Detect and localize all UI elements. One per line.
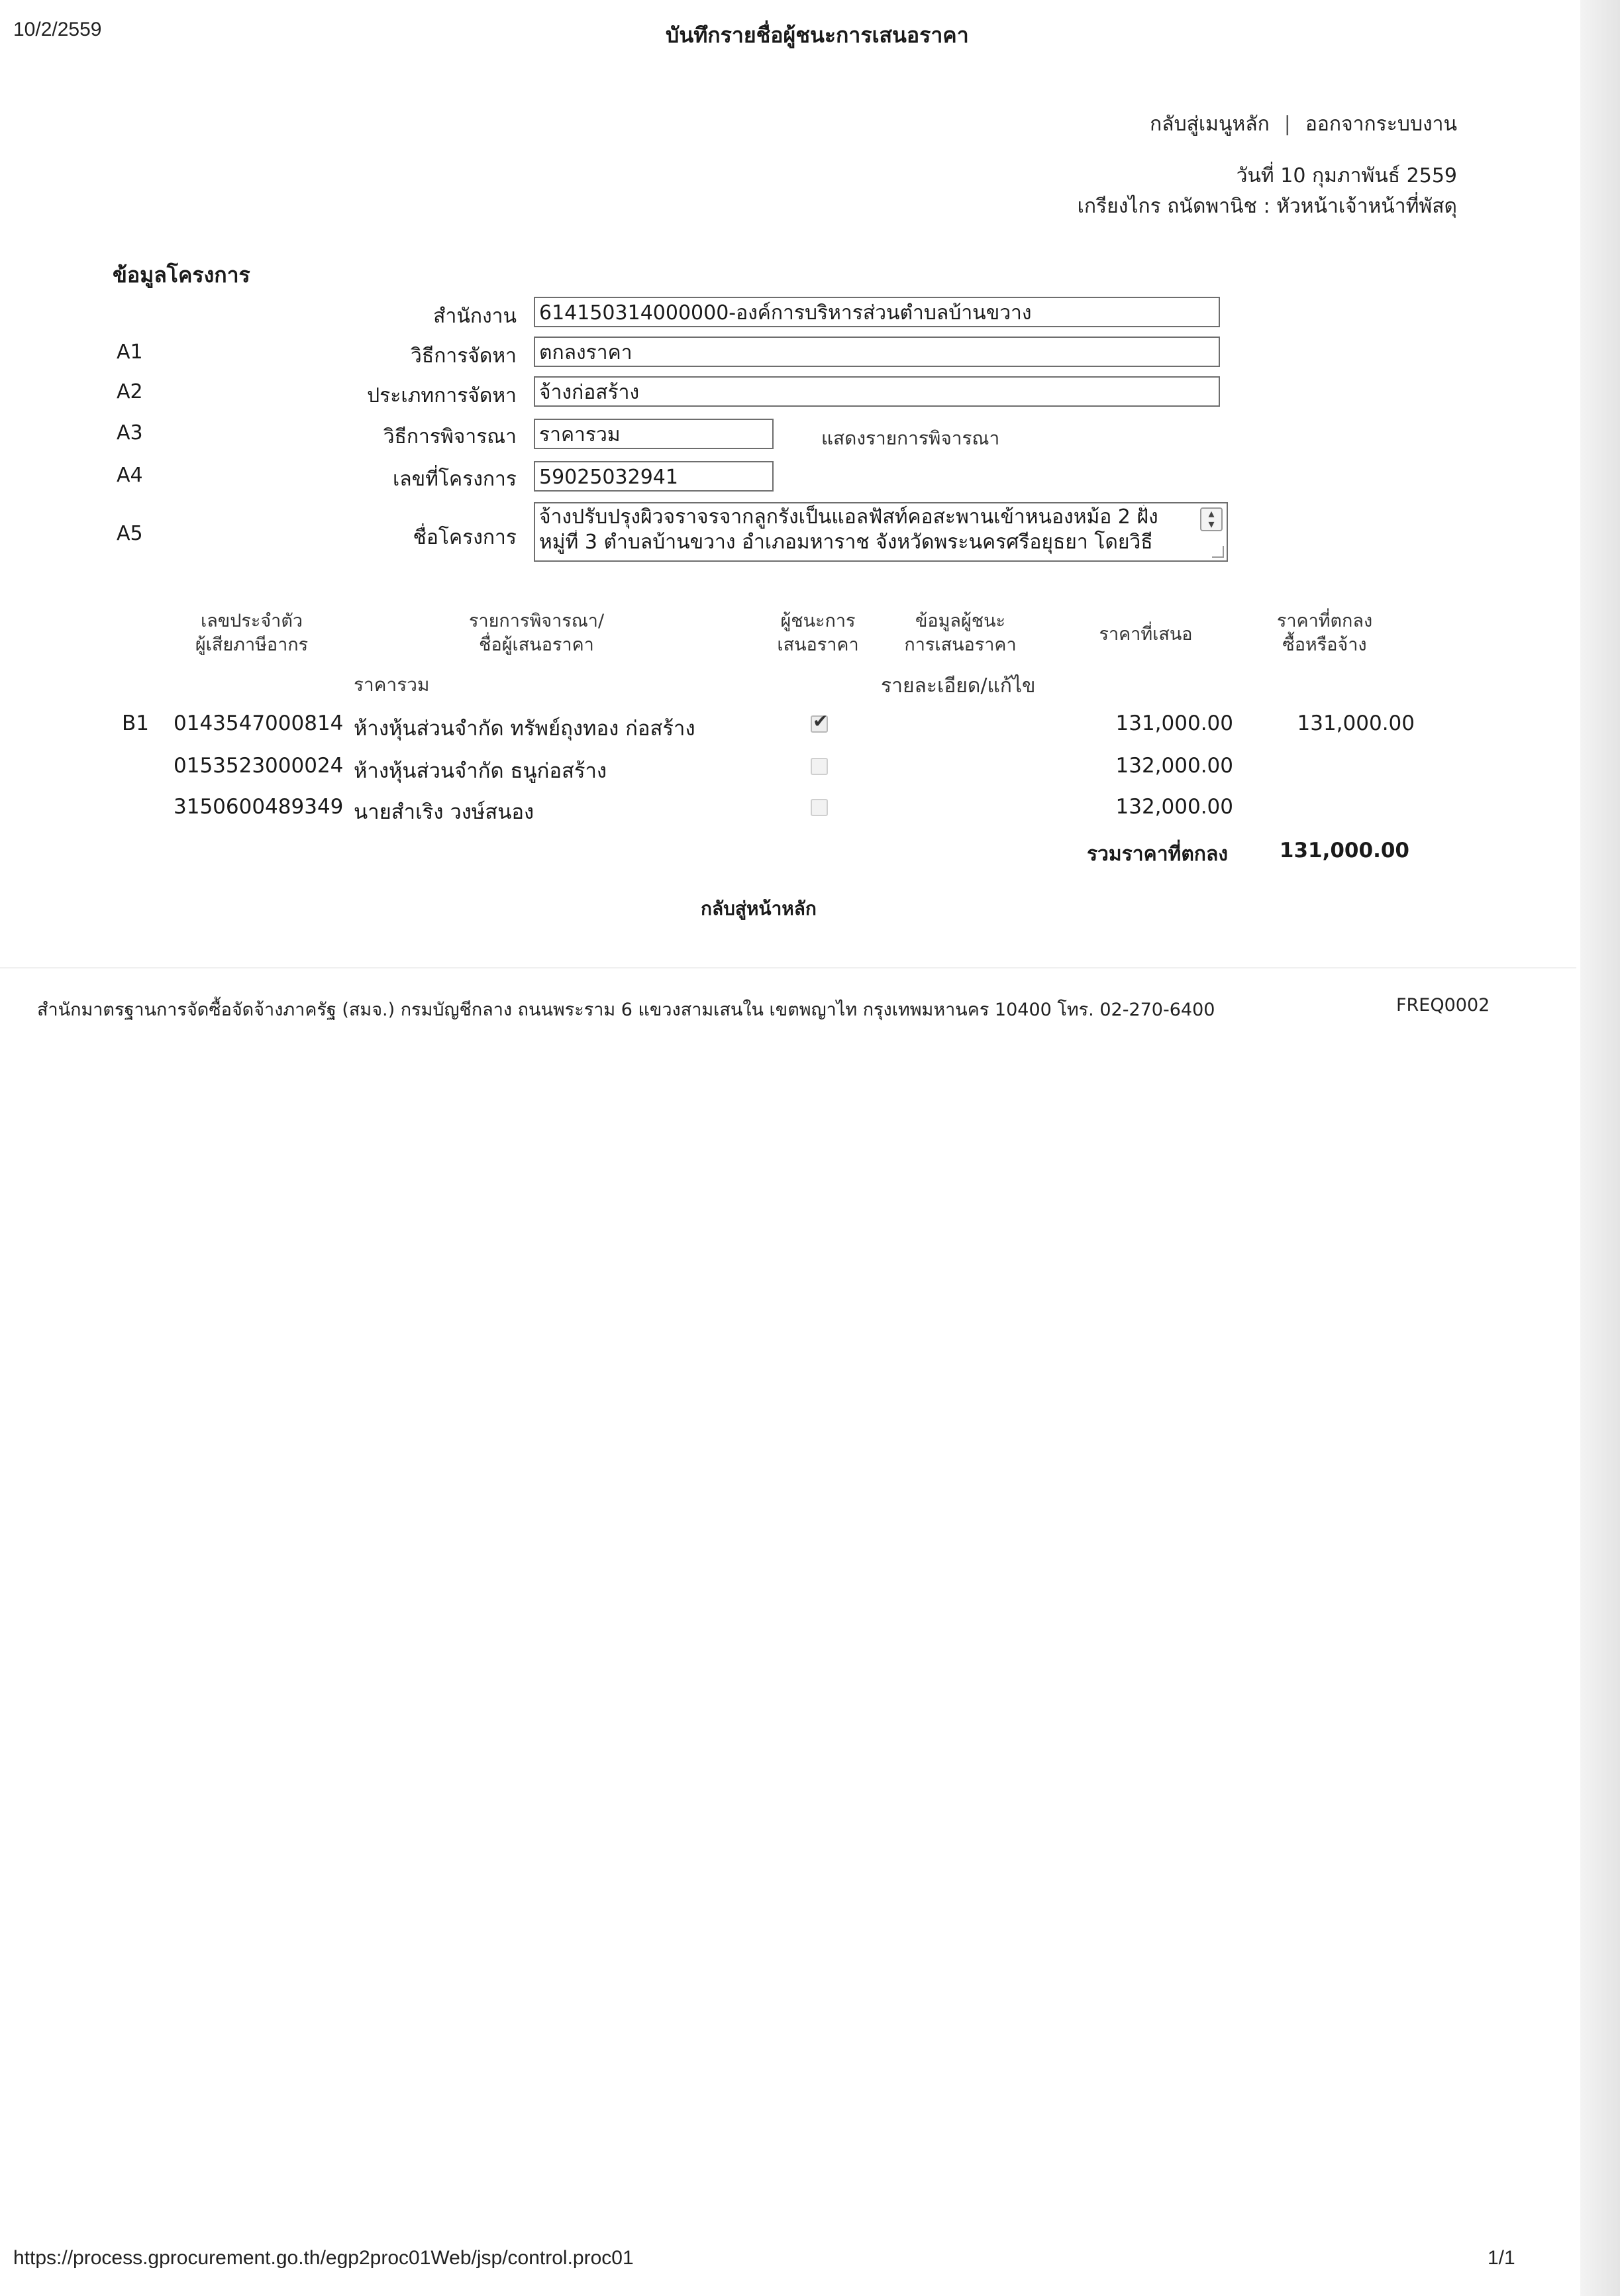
row-1-code: B1	[122, 711, 149, 735]
resize-grip-icon[interactable]	[1212, 546, 1224, 558]
header-item-line-2: ชื่อผู้เสนอราคา	[479, 635, 594, 655]
header-winner	[762, 609, 874, 657]
main-menu-link[interactable]: กลับสู่เมนูหลัก	[1150, 113, 1270, 136]
row-3-name: นายสำเริง วงษ์สนอง	[354, 800, 534, 824]
project-info-title: ข้อมูลโครงการ	[113, 262, 250, 287]
total-value: 131,000.00	[1279, 839, 1409, 862]
current-user: เกรียงไกร ถนัดพานิช : หัวหน้าเจ้าหน้าที่พัสดุ	[1077, 195, 1457, 218]
agency-field[interactable]: 614150314000000-องค์การบริหารส่วนตำบลบ้านขวาง	[534, 297, 1220, 327]
row-3-winner-checkbox[interactable]	[811, 799, 828, 816]
print-date: 10/2/2559	[13, 19, 102, 40]
a1-code: A1	[117, 340, 143, 364]
link-separator: |	[1284, 113, 1291, 136]
page-title: บันทึกรายชื่อผู้ชนะการเสนอราคา	[666, 23, 969, 48]
header-winner-info-line-2: การเสนอราคา	[904, 635, 1017, 655]
row-1-name: ห้างหุ้นส่วนจำกัด ทรัพย์ถุงทอง ก่อสร้าง	[354, 717, 695, 741]
row-1-winner-checkbox[interactable]	[811, 710, 829, 733]
row-3-offer: 132,000.00	[1115, 795, 1233, 819]
row-1-agreed: 131,000.00	[1297, 711, 1415, 735]
a3-code: A3	[117, 421, 143, 444]
row-2-offer: 132,000.00	[1115, 754, 1233, 778]
header-tax-id	[172, 609, 331, 657]
a5-code: A5	[117, 522, 143, 545]
header-item	[430, 609, 642, 657]
group-label: ราคารวม	[354, 674, 430, 696]
header-tax-id-line-2: ผู้เสียภาษีอากร	[195, 635, 309, 655]
consideration-method-field[interactable]: ราคารวม	[534, 419, 774, 449]
row-2-tax-id: 0153523000024	[174, 754, 344, 778]
procurement-method-label: วิธีการจัดหา	[411, 344, 517, 368]
header-offer-price: ราคาที่เสนอ	[1099, 624, 1193, 645]
header-item-line-1: รายการพิจารณา/	[468, 611, 605, 631]
checkmark-icon: ✔	[813, 710, 829, 732]
procurement-type-label: ประเภทการจัดหา	[367, 384, 517, 407]
print-url: https://process.gprocurement.go.th/egp2proc01Web/jsp/control.proc01	[13, 2247, 634, 2269]
header-winner-info-line-1: ข้อมูลผู้ชนะ	[915, 611, 1006, 631]
textarea-scroll-icon[interactable]: ▴ ▾	[1200, 507, 1223, 531]
footer-divider	[0, 967, 1576, 968]
print-page-number: 1/1	[1488, 2247, 1515, 2269]
header-winner-info	[881, 609, 1040, 657]
header-agreed-price	[1245, 609, 1404, 657]
project-number-field[interactable]: 59025032941	[534, 461, 774, 492]
top-links	[1150, 109, 1457, 140]
total-label: รวมราคาที่ตกลง	[1086, 843, 1228, 866]
row-2-winner-checkbox[interactable]	[811, 758, 828, 775]
logout-link[interactable]: ออกจากระบบงาน	[1305, 113, 1457, 136]
current-date: วันที่ 10 กุมภาพันธ์ 2559	[1236, 164, 1457, 187]
consideration-method-label: วิธีการพิจารณา	[383, 425, 517, 448]
header-winner-line-2: เสนอราคา	[777, 635, 859, 655]
agency-label: สำนักงาน	[433, 305, 517, 328]
header-agreed-line-2: ซื้อหรือจ้าง	[1282, 635, 1367, 655]
project-name-line-1: จ้างปรับปรุงผิวจราจรจากลูกรังเป็นแอลฟัสท์คอสะพานเข้าหนองหม้อ 2 ฝั่ง	[539, 505, 1158, 529]
row-1-tax-id: 0143547000814	[174, 711, 344, 735]
header-winner-line-1: ผู้ชนะการ	[780, 611, 856, 631]
procurement-type-field[interactable]: จ้างก่อสร้าง	[534, 376, 1220, 407]
back-home-link[interactable]: กลับสู่หน้าหลัก	[701, 898, 817, 919]
project-name-line-2: หมู่ที่ 3 ตำบลบ้านขวาง อำเภอมหาราช จังหวัดพระนครศรีอยุธยา โดยวิธี	[539, 531, 1153, 554]
row-2-name: ห้างหุ้นส่วนจำกัด ธนูก่อสร้าง	[354, 759, 607, 783]
header-agreed-line-1: ราคาที่ตกลง	[1276, 611, 1373, 631]
scan-edge	[1580, 0, 1620, 2296]
row-1-offer: 131,000.00	[1115, 711, 1233, 735]
procurement-method-field[interactable]: ตกลงราคา	[534, 337, 1220, 367]
footer-address: สำนักมาตรฐานการจัดซื้อจัดจ้างภาครัฐ (สมจ.) กรมบัญชีกลาง ถนนพระราม 6 แขวงสามเสนใน เขตพญาไท กรุงเทพมหานคร 10400 โทร. 02-270-6400	[37, 1000, 1215, 1020]
a2-code: A2	[117, 380, 143, 403]
footer-code: FREQ0002	[1396, 995, 1490, 1016]
a4-code: A4	[117, 464, 143, 487]
project-name-label: ชื่อโครงการ	[413, 526, 517, 549]
project-number-label: เลขที่โครงการ	[393, 468, 517, 491]
header-tax-id-line-1: เลขประจำตัว	[200, 611, 303, 631]
winner-detail-link[interactable]: รายละเอียด/แก้ไข	[881, 674, 1036, 698]
show-consideration-items-link[interactable]: แสดงรายการพิจารณา	[821, 427, 1000, 449]
row-3-tax-id: 3150600489349	[174, 795, 344, 819]
project-name-textarea[interactable]	[534, 502, 1228, 562]
